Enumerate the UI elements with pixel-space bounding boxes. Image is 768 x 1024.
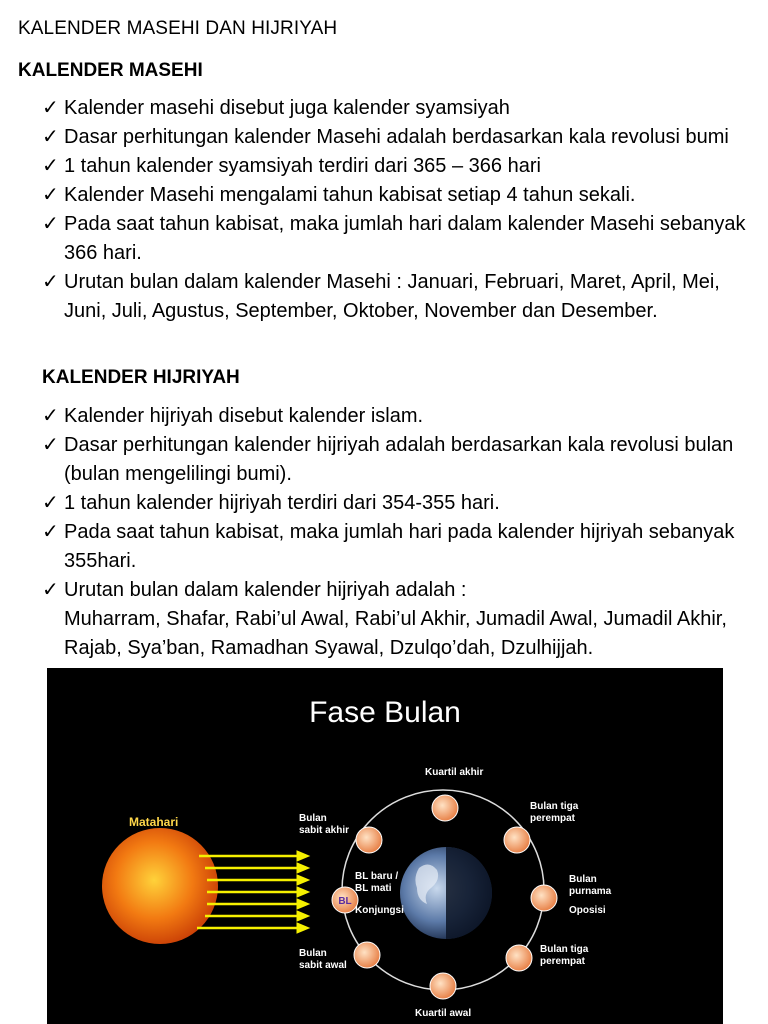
list-item: ✓ 1 tahun kalender syamsiyah terdiri dari 365 – 366 hari: [42, 152, 752, 181]
sun-label: Matahari: [129, 815, 179, 829]
bl-marker: BL: [338, 896, 352, 907]
label-konjungsi: Konjungsi: [355, 905, 404, 916]
label-purnama: Bulan purnama: [569, 874, 612, 897]
check-icon: ✓: [42, 126, 59, 148]
check-icon: ✓: [42, 434, 59, 456]
moon-tiga-perempat-top: [504, 827, 530, 853]
earth-icon: [400, 847, 492, 939]
list-item: ✓ Dasar perhitungan kalender hijriyah adalah berdasarkan kala revolusi bulan (bulan mengelilingi bumi).: [42, 431, 752, 489]
label-sabit-awal: Bulan sabit awal: [299, 948, 347, 971]
moon-kuartil-awal: [430, 973, 456, 999]
label-sabit-akhir: Bulan sabit akhir: [299, 813, 350, 836]
label-tiga-perempat-bottom: Bulan tiga perempat: [540, 944, 589, 967]
moon-sabit-akhir: [356, 827, 382, 853]
list-item: ✓ Urutan bulan dalam kalender Masehi : Januari, Februari, Maret, April, Mei, Juni, Juli, Agustus, September, Oktober, November dan Desember.: [42, 268, 752, 326]
list-item: ✓ Urutan bulan dalam kalender hijriyah adalah : Muharram, Shafar, Rabi’ul Awal, Rabi’ul Akhir, Jumadil Awal, Jumadil Akhir, Rajab, Sya’ban, Ramadhan Syawal, Dzulqo’dah, Dzulhijjah.: [42, 576, 752, 663]
list-item: ✓ Kalender Masehi mengalami tahun kabisat setiap 4 tahun sekali.: [42, 181, 752, 210]
list-item: ✓ Dasar perhitungan kalender Masehi adalah berdasarkan kala revolusi bumi: [42, 123, 752, 152]
section-heading-masehi: KALENDER MASEHI: [18, 60, 203, 81]
check-icon: ✓: [42, 184, 59, 206]
moon-sabit-awal: [354, 942, 380, 968]
moon-kuartil-akhir: [432, 795, 458, 821]
check-icon: ✓: [42, 492, 59, 514]
section-heading-hijriyah: KALENDER HIJRIYAH: [42, 367, 240, 388]
hijriyah-list: [42, 402, 752, 663]
list-item: ✓ Kalender masehi disebut juga kalender syamsiyah: [42, 94, 752, 123]
list-item: ✓ Pada saat tahun kabisat, maka jumlah hari dalam kalender Masehi sebanyak 366 hari.: [42, 210, 752, 268]
sunlight-arrows: [197, 851, 309, 933]
check-icon: ✓: [42, 213, 59, 235]
list-item: ✓ 1 tahun kalender hijriyah terdiri dari 354-355 hari.: [42, 489, 752, 518]
label-kuartil-akhir: Kuartil akhir: [425, 767, 484, 778]
masehi-list: [42, 94, 752, 326]
label-oposisi: Oposisi: [569, 905, 606, 916]
hijri-months-text: Muharram, Shafar, Rabi’ul Awal, Rabi’ul Akhir, Jumadil Awal, Jumadil Akhir, Rajab, Sya’ban, Ramadhan Syawal, Dzulqo’dah, Dzulhijjah.: [64, 608, 727, 659]
check-icon: ✓: [42, 579, 59, 601]
moon-phase-figure: [47, 668, 723, 1024]
check-icon: ✓: [42, 155, 59, 177]
moon-purnama: [531, 885, 557, 911]
list-item: ✓ Kalender hijriyah disebut kalender islam.: [42, 402, 752, 431]
figure-title: Fase Bulan: [309, 696, 461, 729]
label-bl-baru: BL baru / BL mati: [355, 871, 399, 894]
sun-icon: [102, 828, 218, 944]
check-icon: ✓: [42, 97, 59, 119]
document-title: KALENDER MASEHI DAN HIJRIYAH: [18, 18, 338, 39]
label-kuartil-awal: Kuartil awal: [415, 1008, 472, 1019]
label-tiga-perempat-top: Bulan tiga perempat: [530, 801, 579, 824]
check-icon: ✓: [42, 405, 59, 427]
check-icon: ✓: [42, 271, 59, 293]
list-item: ✓ Pada saat tahun kabisat, maka jumlah hari pada kalender hijriyah sebanyak 355hari.: [42, 518, 752, 576]
moon-tiga-perempat-bottom: [506, 945, 532, 971]
check-icon: ✓: [42, 521, 59, 543]
